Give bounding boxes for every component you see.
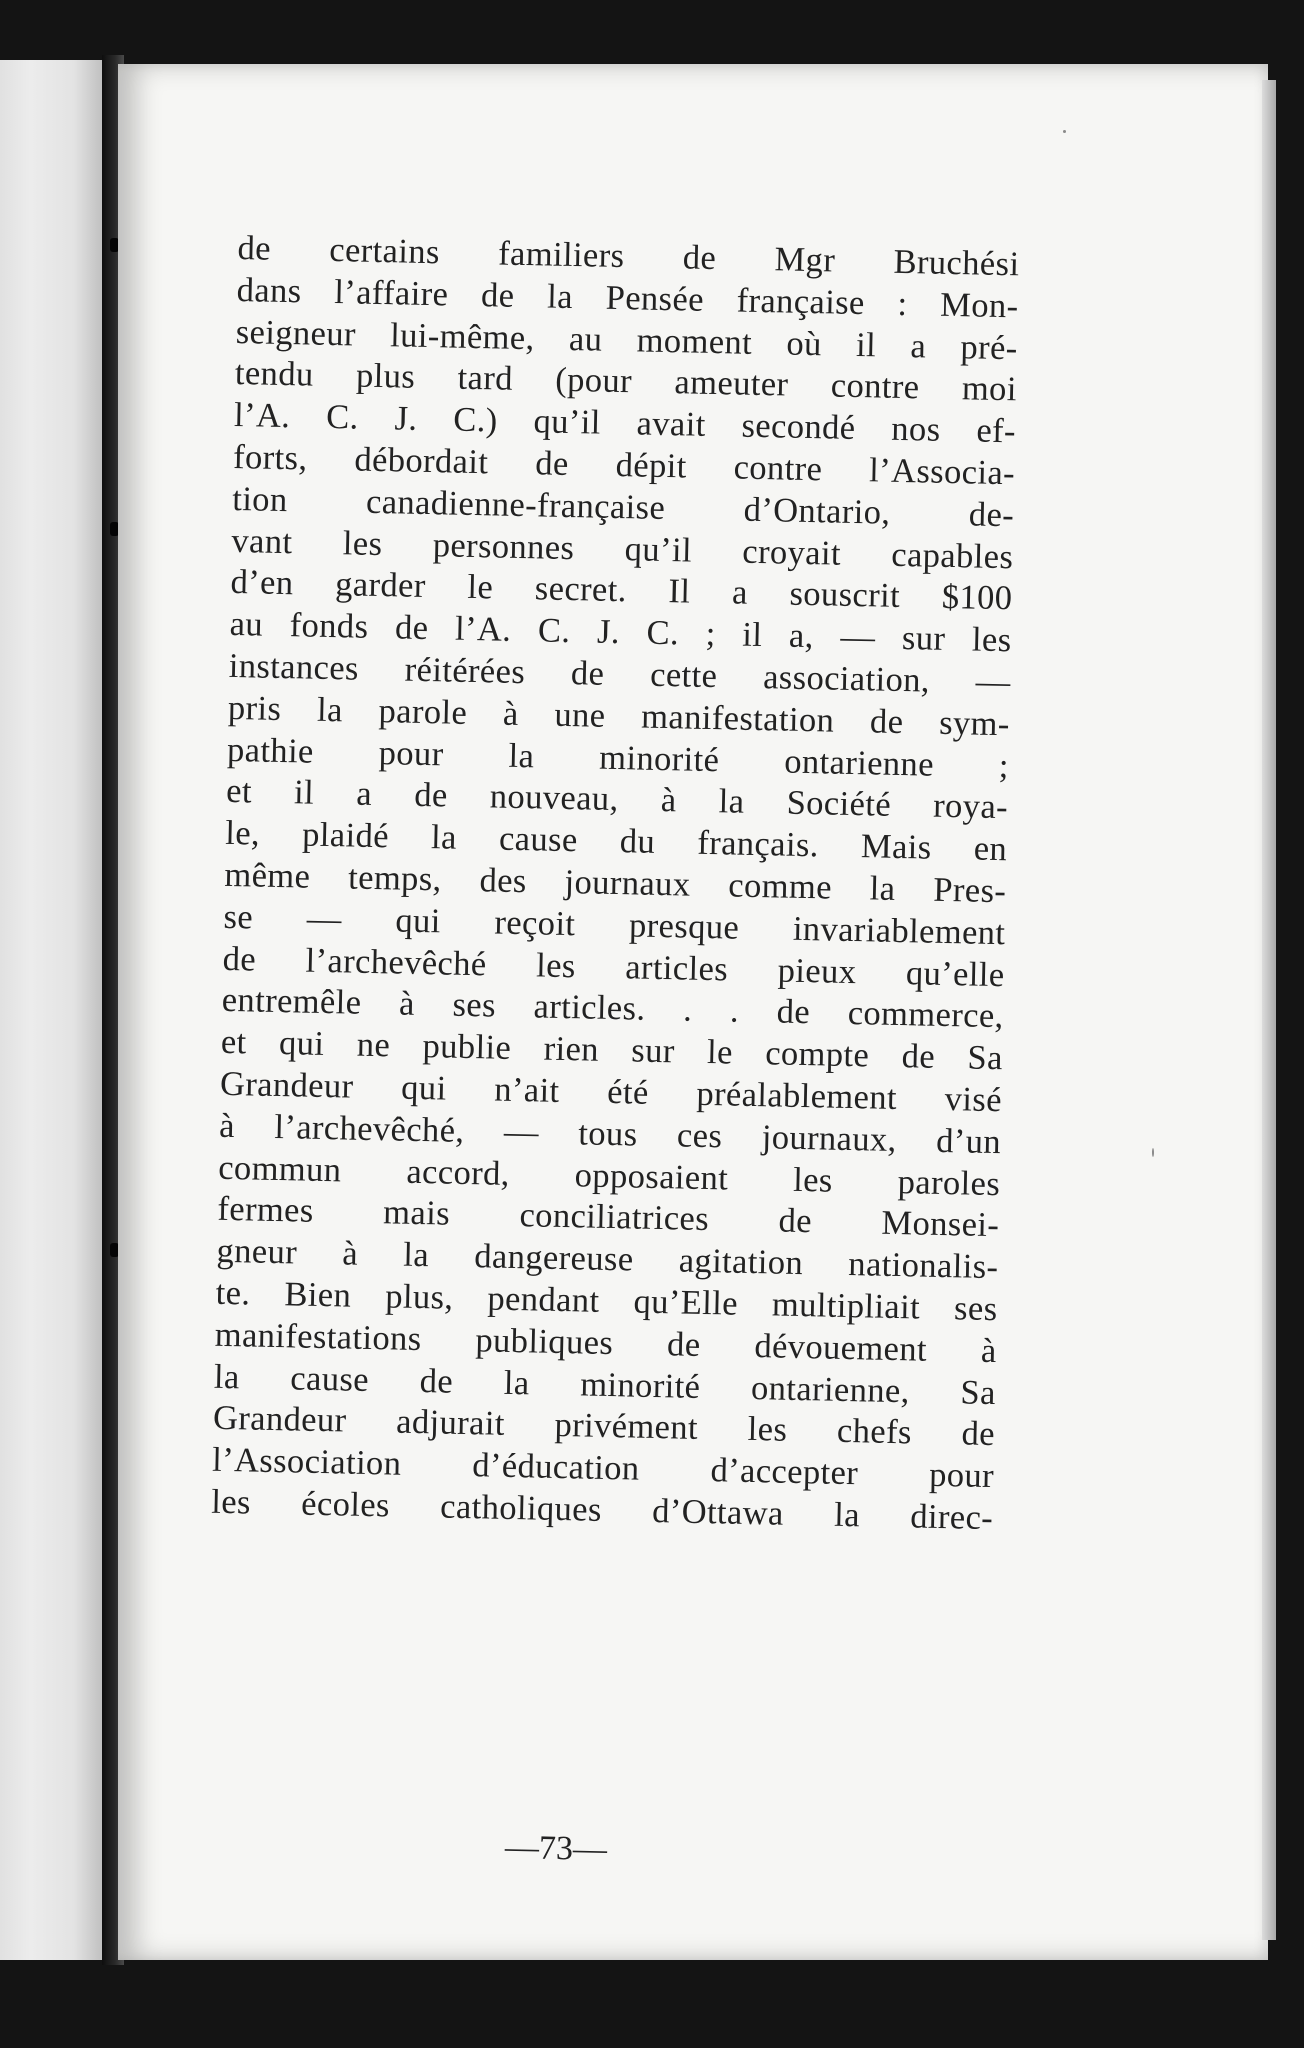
text-line: de certains familiers de Mgr Bruchési [237,228,1020,284]
text-line: seigneur lui-même, au moment où il a pré- [235,312,1019,367]
left-page-edge [0,60,105,1960]
text-line: l’A. C. J. C.) qu’il avait secondé nos ef- [233,396,1017,451]
text-line: le, plaidé la cause du français. Mais en [224,814,1008,869]
text-line: pris la parole à une manifestation de sym- [227,688,1011,744]
text-line: manifestations publiques de dévouement à [214,1315,998,1370]
text-line: même temps, des journaux comme la Pres- [224,855,1007,911]
text-line: et il a de nouveau, à la Société roya- [225,772,1009,827]
text-line: commun accord, opposaient les paroles [217,1148,1001,1203]
text-line: l’Association d’éducation d’accepter pour [211,1440,995,1496]
text-line: pathie pour la minorité ontarienne ; [226,730,1010,785]
text-line: de l’archevêché les articles pieux qu’elle [222,939,1005,994]
text-line: la cause de la minorité ontarienne, Sa [213,1357,997,1412]
text-line: forts, débordait de dépit contre l’Associa- [232,437,1016,493]
text-line: Grandeur qui n’ait été préalablement visé [219,1064,1003,1120]
text-line: vant les personnes qu’il croyait capables [231,521,1014,576]
text-line: tendu plus tard (pour ameuter contre moi [234,354,1018,409]
text-line: tion canadienne-française d’Ontario, de- [231,479,1015,535]
paper-speck [1152,1148,1154,1157]
text-line: entremêle à ses articles. . . de commerce, [221,981,1005,1036]
text-line: instances réitérées de cette association, — [228,646,1012,702]
text-line: les écoles catholiques d’Ottawa la direc- [210,1482,994,1537]
text-line: Grandeur adjurait privément les chefs de [212,1399,996,1454]
text-line: à l’archevêché, — tous ces journaux, d’un [218,1106,1002,1161]
text-line: fermes mais conciliatrices de Monsei- [217,1190,1000,1245]
page-number: —73— [504,1828,608,1869]
page-body-text [211,228,1020,1540]
text-line: dans l’affaire de la Pensée française : Mon- [236,270,1019,326]
text-line: gneur à la dangereuse agitation nationalis- [216,1231,999,1287]
text-line: et qui ne publie rien sur le compte de Sa [220,1022,1004,1078]
text-line: te. Bien plus, pendant qu’Elle multipliait ses [215,1273,998,1329]
page-stack-edge [1262,80,1276,1940]
text-line: se — qui reçoit presque invariablement [223,897,1006,952]
text-line: d’en garder le secret. Il a souscrit $100 [230,563,1013,618]
paper-speck [1063,130,1066,133]
text-line: au fonds de l’A. C. J. C. ; il a, — sur les [229,605,1012,660]
